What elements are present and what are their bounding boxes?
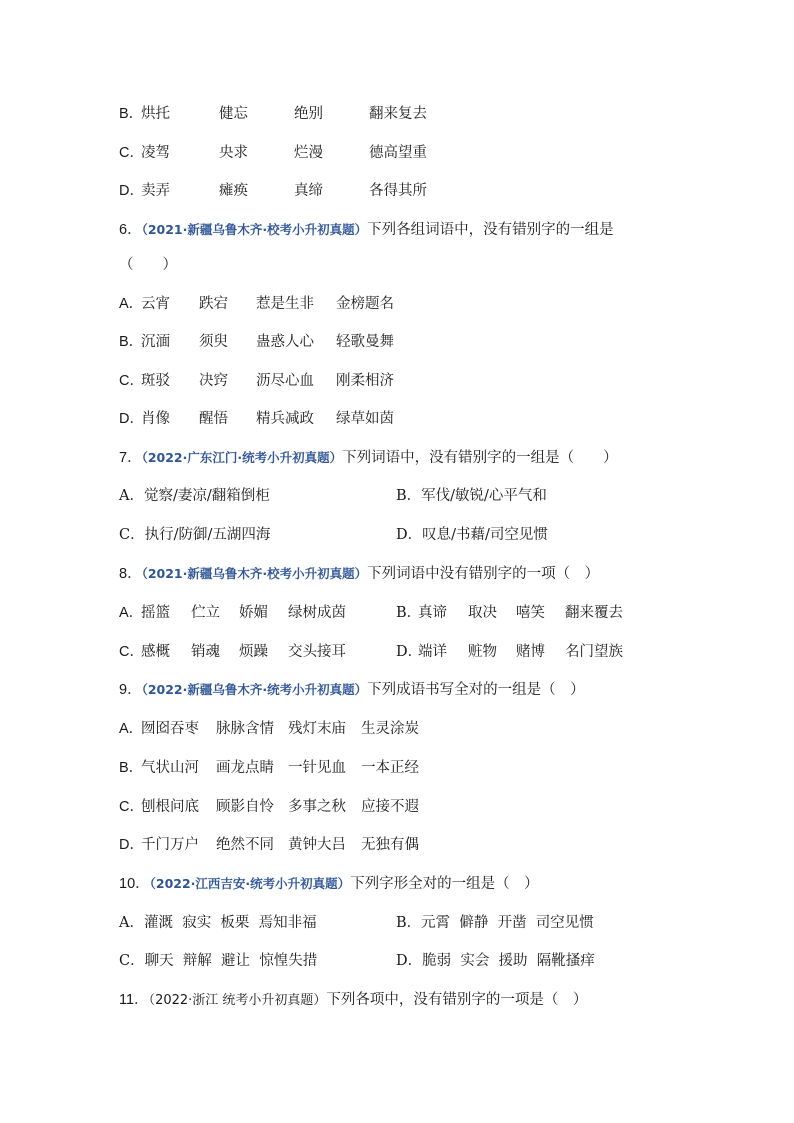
word: 沥尽心血	[256, 373, 314, 389]
word: 一针见血	[288, 760, 346, 776]
q9-option-a[interactable]	[119, 718, 419, 740]
word: 轻歌曼舞	[336, 334, 394, 350]
word: 瘫痪	[219, 183, 248, 199]
word[interactable]: 取决	[468, 605, 497, 621]
question-text: 下列各组词语中，没有错别字的一组是	[367, 222, 614, 238]
word[interactable]: 娇媚	[239, 605, 268, 621]
word[interactable]: 交头接耳	[288, 644, 346, 660]
word: 肖像	[141, 411, 170, 427]
word: 凌驾	[141, 145, 170, 161]
question-number: 10．	[119, 876, 150, 892]
q9-stem	[119, 679, 585, 701]
word: 绿草如茵	[336, 411, 394, 427]
word: 应接不遐	[361, 799, 419, 815]
q6-stem	[119, 219, 614, 241]
option-letter: A．	[119, 296, 144, 312]
question-text: 下列词语中，没有错别字的一组是（ ）	[342, 450, 618, 466]
q6-answer-paren	[119, 254, 177, 276]
word: 囫囵吞枣	[141, 721, 199, 737]
question-number: 9．	[119, 682, 142, 698]
q10-option-a[interactable]: A．灌溉 寂实 板栗 焉知非福	[119, 915, 317, 931]
word: 德高望重	[369, 145, 427, 161]
q7-options-row-1	[119, 485, 679, 507]
word[interactable]: 绿树成茵	[288, 605, 346, 621]
q6-option-a[interactable]	[119, 293, 394, 315]
word: 烂漫	[294, 145, 323, 161]
option-letter: D．	[396, 644, 423, 660]
question-text: 下列成语书写全对的一组是（ ）	[367, 682, 585, 698]
option-letter: D．	[119, 411, 144, 427]
word: 金榜题名	[336, 296, 394, 312]
word: 健忘	[219, 106, 248, 122]
word: 真缔	[294, 183, 323, 199]
q10-stem	[119, 873, 539, 895]
word: 斑驳	[141, 373, 170, 389]
word: 蛊惑人心	[256, 334, 314, 350]
word: 惹是生非	[256, 296, 314, 312]
word: 醒悟	[199, 411, 228, 427]
word[interactable]: 名门望族	[565, 644, 623, 660]
word: 刨根问底	[141, 799, 199, 815]
option-letter: C．	[119, 799, 144, 815]
option-letter: C．	[119, 373, 144, 389]
option-letter: B．	[119, 334, 144, 350]
word: 一本正经	[361, 760, 419, 776]
word: 生灵涂炭	[361, 721, 419, 737]
word[interactable]: 销魂	[191, 644, 220, 660]
option-letter: A．	[119, 721, 144, 737]
q8-stem	[119, 563, 599, 585]
q8-options-row-1	[119, 602, 679, 624]
q5-option-b[interactable]	[119, 103, 427, 125]
question-source: （2022·浙江 统考小升初真题）	[148, 993, 327, 1008]
word: 多事之秋	[288, 799, 346, 815]
question-source: （2022·江西吉安·统考小升初真题）	[149, 876, 351, 891]
option-letter: B．	[396, 605, 422, 621]
question-source: （2022·广东江门·统考小升初真题）	[141, 450, 343, 465]
option-letter: C．	[119, 644, 144, 660]
q7-option-a[interactable]: A．觉察/妻凉/翻箱倒柜	[119, 488, 270, 504]
q7-option-b[interactable]: B．军伐/敏锐/心平气和	[396, 488, 547, 504]
word: 翻来复去	[369, 106, 427, 122]
word: 黄钟大吕	[288, 837, 346, 853]
word: 各得其所	[369, 183, 427, 199]
word: 画龙点睛	[216, 760, 274, 776]
q5-option-c[interactable]	[119, 142, 427, 164]
option-letter: D．	[119, 183, 144, 199]
word: 顾影自怜	[216, 799, 274, 815]
question-number: 11．	[119, 992, 149, 1008]
word: 刚柔相济	[336, 373, 394, 389]
word[interactable]: 赃物	[468, 644, 497, 660]
word[interactable]: 赌博	[516, 644, 545, 660]
q9-option-c[interactable]	[119, 796, 419, 818]
question-source: （2021·新疆乌鲁木齐·校考小升初真题）	[141, 222, 368, 237]
word: 气状山河	[141, 760, 199, 776]
word: 沉湎	[141, 334, 170, 350]
question-source: （2021·新疆乌鲁木齐·校考小升初真题）	[141, 566, 368, 581]
word[interactable]: 端详	[418, 644, 447, 660]
option-letter: C．	[119, 145, 144, 161]
q11-stem	[119, 989, 587, 1011]
q10-options-row-2	[119, 950, 679, 972]
word: 卖弄	[141, 183, 170, 199]
q7-option-d[interactable]: D．叹息/书藉/司空见惯	[396, 527, 548, 543]
q7-option-c[interactable]: C．执行/防御/五湖四海	[119, 527, 271, 543]
option-letter: A．	[119, 605, 144, 621]
word: 决窍	[199, 373, 228, 389]
q7-stem	[119, 447, 618, 469]
q10-option-c[interactable]: C．聊天 辩解 避让 惊惶失措	[119, 953, 318, 969]
q6-option-c[interactable]	[119, 370, 394, 392]
q9-option-d[interactable]	[119, 834, 419, 856]
q10-option-d[interactable]: D．脆弱 实会 援助 隔靴搔痒	[396, 953, 595, 969]
question-number: 7．	[119, 450, 142, 466]
q9-option-b[interactable]	[119, 757, 419, 779]
word[interactable]: 翻来覆去	[565, 605, 623, 621]
question-text: 下列词语中没有错别字的一项（ ）	[367, 566, 600, 582]
q7-options-row-2	[119, 524, 679, 546]
word[interactable]: 伫立	[191, 605, 220, 621]
q6-option-d[interactable]	[119, 408, 394, 430]
q10-options-row-1	[119, 912, 679, 934]
word: 残灯末庙	[288, 721, 346, 737]
option-letter: D．	[119, 837, 144, 853]
word: 脉脉含情	[216, 721, 274, 737]
word: 烘托	[141, 106, 170, 122]
word: 无独有偶	[361, 837, 419, 853]
question-text: 下列各项中，没有错别字的一项是（ ）	[326, 992, 588, 1008]
word[interactable]: 嘻笑	[516, 605, 545, 621]
word[interactable]: 感概	[141, 644, 170, 660]
option-letter: B．	[119, 106, 144, 122]
word: 绝别	[294, 106, 323, 122]
word: 跌宕	[199, 296, 228, 312]
word[interactable]: 烦躁	[239, 644, 268, 660]
q8-options-row-2	[119, 641, 679, 663]
question-text: 下列字形全对的一组是（ ）	[350, 876, 539, 892]
option-letter: B．	[119, 760, 144, 776]
word: 央求	[219, 145, 248, 161]
question-source: （2022·新疆乌鲁木齐·统考小升初真题）	[141, 682, 368, 697]
word[interactable]: 真谛	[418, 605, 447, 621]
word: 精兵减政	[256, 411, 314, 427]
question-number: 8．	[119, 566, 142, 582]
q10-option-b[interactable]: B．元霄 僻静 开凿 司空见惯	[396, 915, 594, 931]
q6-option-b[interactable]	[119, 331, 394, 353]
word: 须臾	[199, 334, 228, 350]
q5-option-d[interactable]	[119, 180, 427, 202]
word[interactable]: 摇篮	[141, 605, 170, 621]
question-number: 6．	[119, 222, 142, 238]
word: 绝然不同	[216, 837, 274, 853]
word: 云宵	[141, 296, 170, 312]
answer-blank: （ ）	[119, 257, 177, 273]
word: 千门万户	[141, 837, 199, 853]
